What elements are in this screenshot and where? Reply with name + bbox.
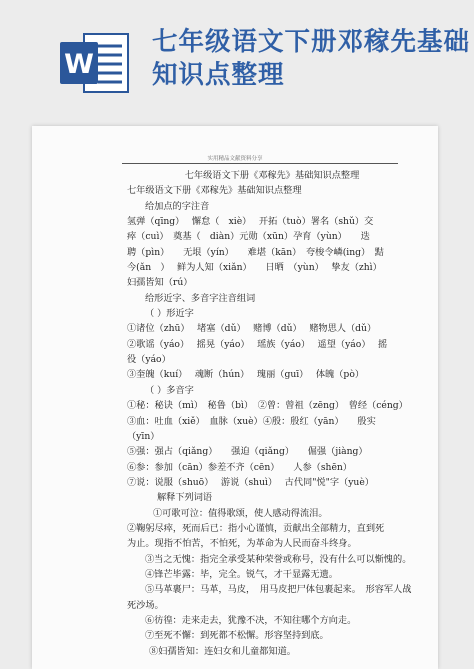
document-subtitle: 七年级语文下册《邓稼先》基础知识点整理 bbox=[127, 185, 302, 197]
text-line: ③奎魄（kuí） 魂断（hún） 瑰丽（guī） 体魄（pò） bbox=[127, 369, 365, 381]
section-heading-similar: 给形近字、多音字注音组词 bbox=[145, 292, 256, 304]
section-heading-words: 解释下列词语 bbox=[157, 492, 213, 504]
text-line: ①可歌可泣：值得歌颂，使人感动得流泪。 bbox=[153, 507, 328, 519]
text-line: 聘（pìn） 无垠（yín） 难堪（kān） 夸梭令嶙(ing） 黠 bbox=[127, 246, 384, 258]
document-header: 实用精品文献资料分享 bbox=[207, 156, 263, 162]
text-line: 死沙场。 bbox=[127, 599, 164, 611]
subsection-heading: （ ）形近字 bbox=[145, 308, 194, 320]
text-line: 今(ǎn ） 鲜为人知（xiǎn） 日晒 （yùn） 挚友（zhì） bbox=[127, 262, 382, 274]
word-logo-letter: W bbox=[64, 49, 94, 80]
text-line: ⑦说：说服（shuō） 游说（shuì） 古代同"悦"字（yuè） bbox=[127, 476, 374, 488]
text-line: ⑤强：强占（qiǎng） 强迫（qiǎng） 倔强（jiàng） bbox=[127, 446, 368, 458]
text-line: 役（yáo） bbox=[127, 354, 171, 366]
text-line: ⑦至死不懈：到死都不松懈。形容坚持到底。 bbox=[145, 630, 329, 642]
text-line: 瘁（cuì） 奠基（ diàn）元勋（xūn）孕育（yùn） 迭 bbox=[127, 231, 370, 243]
text-line: 氢弹（qīng） 懈怠（ xiè） 开拓（tuò）署名（shǔ）交 bbox=[127, 216, 374, 228]
banner-title: 七年级语文下册邓稼先基础知识点整理 bbox=[152, 27, 471, 90]
text-line: ⑥参：参加（cān）参差不齐（cēn） 人参（shēn） bbox=[127, 461, 352, 473]
document-page bbox=[32, 126, 438, 669]
document-title: 七年级语文下册《邓稼先》基础知识点整理 bbox=[184, 170, 360, 181]
text-line: ⑧妇孺皆知：连妇女和儿童都知道。 bbox=[149, 645, 296, 657]
word-document-icon bbox=[58, 30, 132, 96]
text-line: ③血：吐血（xiě） 血脉（xuè）④殷：殷红（yān） 殷实 bbox=[127, 415, 376, 427]
document-body bbox=[127, 168, 417, 659]
text-line: ①诸位（zhū） 堵塞（dǔ） 赌博（dǔ） 赌物思人（dǔ） bbox=[127, 323, 377, 335]
text-line: ②鞠躬尽瘁，死而后已：指小心谨慎，贡献出全部精力，直到死 bbox=[127, 522, 385, 534]
text-line: （yīn） bbox=[127, 430, 160, 442]
text-line: ③当之无愧：指完全承受某种荣誉或称号，没有什么可以惭愧的。 bbox=[145, 553, 412, 565]
text-line: 为止。现指不怕苦，不怕死，为革命为人民而奋斗终身。 bbox=[127, 538, 357, 550]
text-line: 妇孺皆知（rú） bbox=[127, 277, 193, 289]
text-line: ⑤马革裹尸：马革，马皮， 用马皮把尸体包裹起来。 形容军人战 bbox=[145, 584, 412, 596]
text-line: ④锋芒毕露：毕，完全。锐气，才干显露无遗。 bbox=[145, 568, 338, 580]
section-heading-pinyin: 给加点的字注音 bbox=[145, 200, 210, 212]
text-line: ①秘：秘诀（mì） 秘鲁（bì） ②曾：曾祖（zēng） 曾经（céng） bbox=[127, 400, 408, 412]
subsection-heading: （ ）多音字 bbox=[145, 384, 194, 396]
title-banner bbox=[0, 0, 474, 112]
header-divider bbox=[122, 163, 398, 164]
text-line: ②歌谣（yáo） 摇晃（yáo） 瑶族（yáo） 遥望（yáo） 摇 bbox=[127, 338, 388, 350]
text-line: ⑥彷徨：走来走去，犹豫不决，不知往哪个方向走。 bbox=[145, 614, 357, 626]
